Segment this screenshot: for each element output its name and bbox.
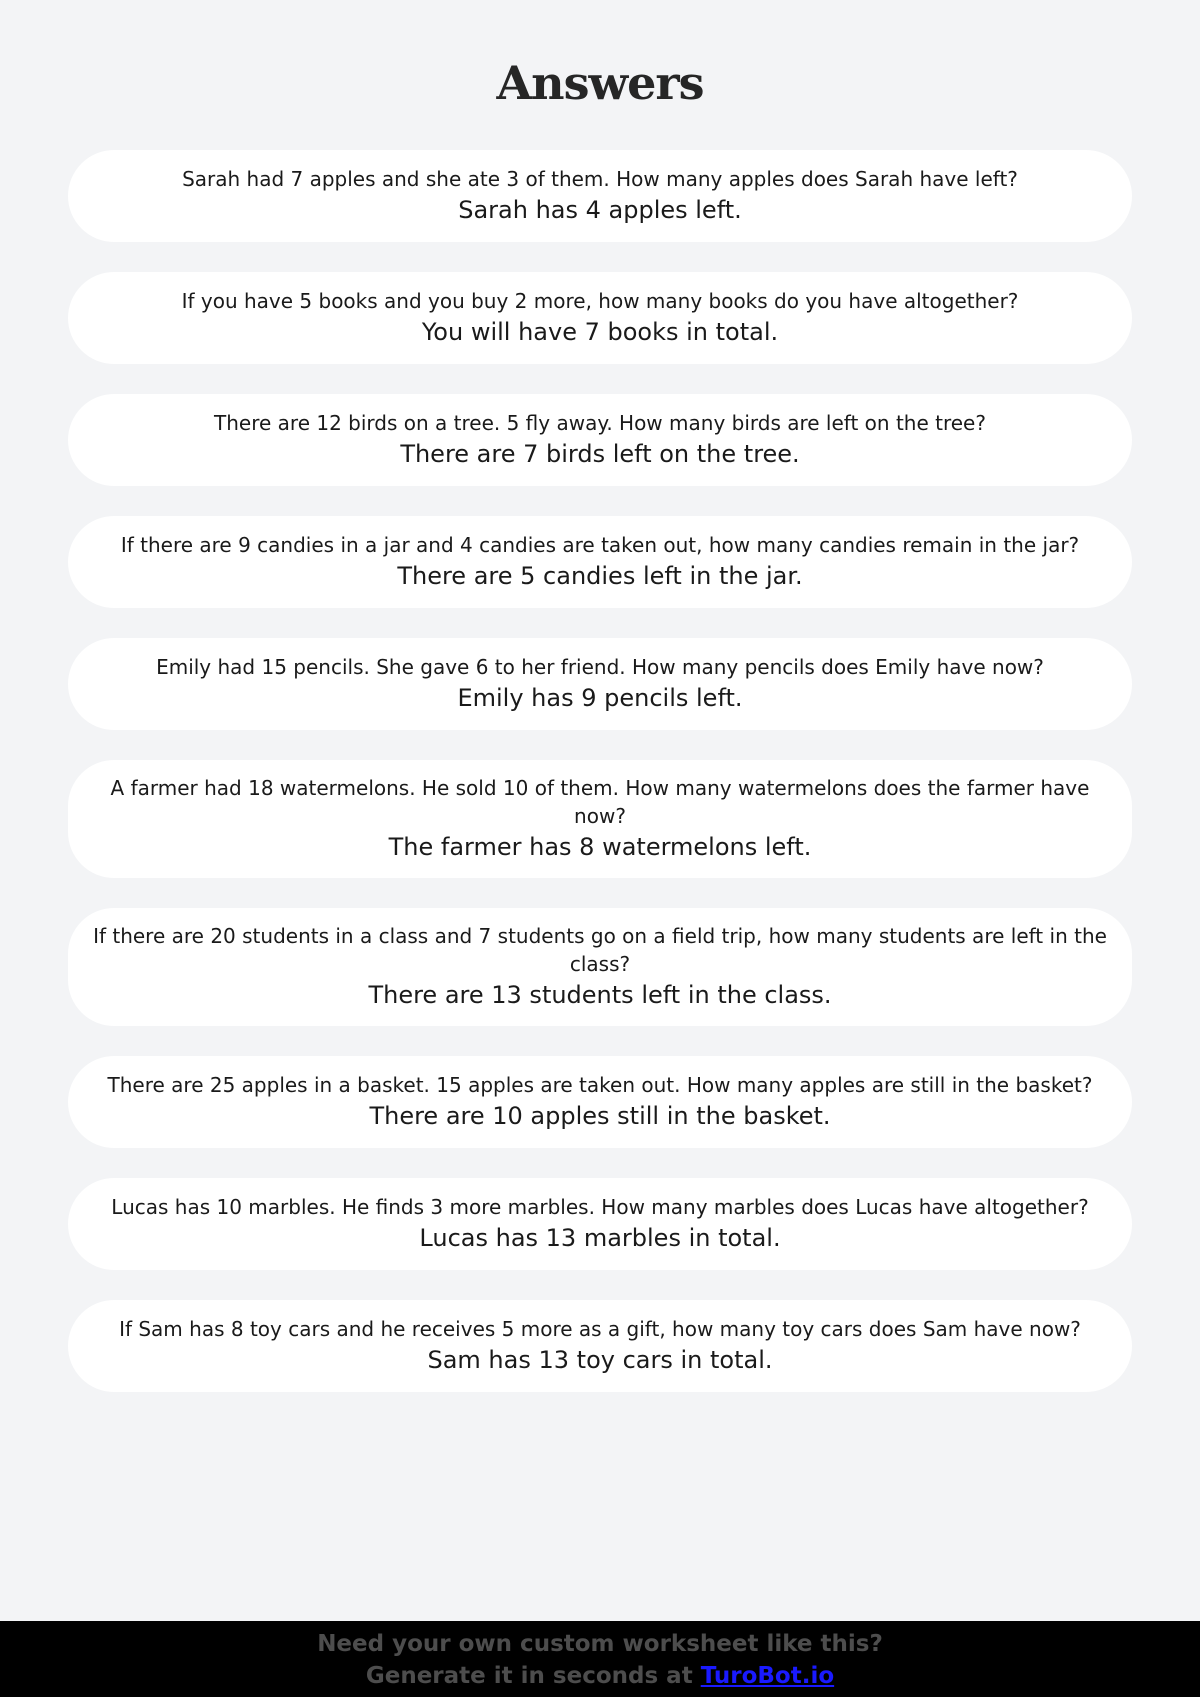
answer-card bbox=[68, 516, 1132, 608]
answer-card bbox=[68, 394, 1132, 486]
answer-text: There are 7 birds left on the tree. bbox=[400, 440, 800, 468]
question-text: If there are 20 students in a class and 7 students go on a field trip, how many students are left in the class? bbox=[93, 924, 1107, 976]
question-text: Sarah had 7 apples and she ate 3 of them. How many apples does Sarah have left? bbox=[182, 167, 1018, 191]
turobot-link[interactable]: TuroBot.io bbox=[700, 1663, 835, 1689]
footer-cta-prefix: Generate it in seconds at bbox=[365, 1663, 701, 1689]
question-text: A farmer had 18 watermelons. He sold 10 of them. How many watermelons does the farmer have now? bbox=[110, 776, 1090, 828]
answer-text: Sam has 13 toy cars in total. bbox=[427, 1346, 773, 1374]
answer-text: You will have 7 books in total. bbox=[421, 318, 779, 346]
answer-text: Sarah has 4 apples left. bbox=[458, 196, 742, 224]
question-text: If Sam has 8 toy cars and he receives 5 more as a gift, how many toy cars does Sam have now? bbox=[119, 1317, 1081, 1341]
answer-card bbox=[68, 1056, 1132, 1148]
promo-footer bbox=[0, 1621, 1200, 1697]
question-text: If there are 9 candies in a jar and 4 candies are taken out, how many candies remain in the jar? bbox=[120, 533, 1080, 557]
question-text: Lucas has 10 marbles. He finds 3 more marbles. How many marbles does Lucas have altogether? bbox=[111, 1195, 1089, 1219]
answer-text: There are 13 students left in the class. bbox=[368, 981, 832, 1009]
answer-text: There are 5 candies left in the jar. bbox=[397, 562, 803, 590]
answer-text: Emily has 9 pencils left. bbox=[457, 684, 743, 712]
answer-card bbox=[68, 150, 1132, 242]
answer-card bbox=[68, 272, 1132, 364]
footer-cta bbox=[0, 1661, 1200, 1691]
answer-text: Lucas has 13 marbles in total. bbox=[419, 1224, 781, 1252]
page-title: Answers bbox=[496, 56, 704, 110]
answer-text: The farmer has 8 watermelons left. bbox=[388, 833, 812, 861]
answer-list bbox=[68, 150, 1132, 1422]
answer-card bbox=[68, 1300, 1132, 1392]
footer-headline: Need your own custom worksheet like this? bbox=[317, 1631, 883, 1657]
answer-card bbox=[68, 908, 1132, 1026]
answer-card bbox=[68, 760, 1132, 878]
answer-card bbox=[68, 638, 1132, 730]
question-text: If you have 5 books and you buy 2 more, how many books do you have altogether? bbox=[181, 289, 1019, 313]
question-text: There are 12 birds on a tree. 5 fly away. How many birds are left on the tree? bbox=[214, 411, 986, 435]
question-text: There are 25 apples in a basket. 15 apples are taken out. How many apples are still in the basket? bbox=[107, 1073, 1093, 1097]
answer-text: There are 10 apples still in the basket. bbox=[369, 1102, 831, 1130]
question-text: Emily had 15 pencils. She gave 6 to her friend. How many pencils does Emily have now? bbox=[156, 655, 1044, 679]
answer-card bbox=[68, 1178, 1132, 1270]
